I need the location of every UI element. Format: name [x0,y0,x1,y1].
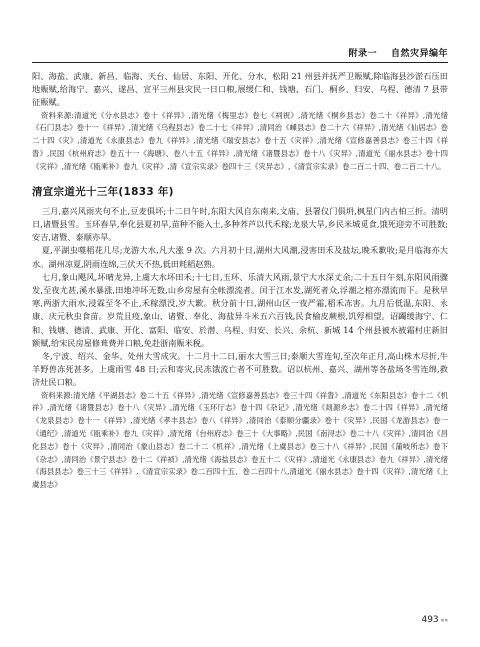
body-paragraph: 冬,宁波、绍兴、金华、处州大雪成灾。十二月十二日,丽水大雪三日;泰顺大雪连旬,至次年正月,高山株木尽折,牛羊野兽冻死甚多。上虞雨雪 48 日;云和寄灾,民冻饿流亡者不可胜数。诏以杭州、嘉兴、湖州等各盐场冬雪连绵,救济灶民口粮。 [32,351,448,388]
body-paragraph: 三月,嘉兴风雨夹句不止,豆麦俱坏;十二日午时,东阳大风自东南来,文庙、县署仪门俱坍,枫星门内古柏三折。清明日,诸暨县雪。玉环春旱,奉化县夏初旱,苗种不能入土,多种荞芦以代禾稼;龙泉大旱,乡民米城觅食,饿死迎旁不可胜数;安吉,诸暨、泰顺亦旱。 [32,205,448,243]
header-rule [32,62,448,63]
section-heading: 清宣宗道光十三年(1833 年) [32,185,174,198]
header-title: 自然灾异编年 [390,49,448,59]
source-note: 资料来源:清道光《分水县志》卷十《祥异》,清光绪《梅里志》卷七《祠祝》,清光绪《桐乡县志》卷二十《祥异》,清光绪《石门县志》卷十一《祥异》,清光绪《乌程县志》卷二十七《祥异》,清同治《嵊县志》卷二十六《祥异》,清光绪《仙居志》卷二十四《灾》,清道光《永康县志》卷九《祥异》,清光绪《瑞安县志》卷十五《灾祥》,清光绪《宣修嘉善县志》卷三十四《祥眚》,民国《杭州府志》卷五十一《海塘》、卷八十五《祥异》,清光绪《诸暨县志》卷十八《灾异》,清道光《丽水县志》卷十四《灾祥》,清光绪《瓯乘补》卷九《灾祥》,清《宣宗实录》卷四十三《灾异志》,《清宣宗实录》卷二百二十四、卷二百二十八。 [32,110,448,171]
source-note: 资料来源:清光绪《平湖县志》卷二十五《祥异》,清光绪《宣修嘉善县志》卷三十四《祥眚》,清道光《东阳县志》卷十二《机祥》,清光绪《诸暨县志》卷十八《灾异》,清光绪《玉环厅志》卷十四《杂记》,清光绪《剡源乡志》卷二十四《祥异》,清光绪《龙泉县志》卷十一《祥异》,清光绪《孝丰县志》卷八《祥异》,清同治《泰顺分疆录》卷十《灾异》,民国《龙游县志》卷一《通纪》,清道光《瓯乘补》卷九《灾祥》,清光绪《台州府志》卷三十《大事略》,民国《南浔志》卷二十八《灾祥》,清同治《昌化县志》卷十《灾异》,清同治《象山县志》卷二十二《机祥》,清光绪《上虞县志》卷三十八《祥异》,民国《蒲岐所志》卷下《杂志》,清同治《景宁县志》卷十二《祥祯》,清光绪《海盐县志》卷五十二《灾祥》,清道光《永康县志》卷九《祥异》,清光绪《海县县志》卷三十三《祥异》,《清宣宗实录》卷二百四十五、卷二百四十八,清道光《丽水县志》卷十四《灾祥》,清光绪《上虞县志》 [32,390,448,490]
body-paragraph: 夏,平湖虫噬稻花几尽;龙游大水,凡大涨 9 次。六月初十日,湖州大风潮,浸害田禾及盐坛,晚禾歉收;是月临海亦大水。湖州凉夏,阴雨连绵,三伏天不热,低田耗稻赵熟。 [32,245,448,269]
page-footer [421,615,448,625]
continued-paragraph: 阳、海盐、武康、新昌、临海、天台、仙居、东阳、开化、分水、松阳 21 州县并抚严卫赈赋,除临海县沙淤石压田地赈赋,给海宁、嘉兴、遂昌、宣平三州县灾民一日口粮,展缓仁和、钱塘、石门、桐乡、归安、乌程、德清 7 县带征赈赋。 [32,71,448,108]
page-number: 493 [421,615,439,625]
header-appendix: 附录一 [348,49,377,59]
body-paragraph: 七月,象山飓风,坏晴龙异,上虞大水坏田禾;十七日,玉环、乐清大风雨,景宁大水深丈余;二十五日午刻,东阳风雨骤发,至夜尤甚,溪水暴涨,田地冲坏无数,山乡房屋有全帐漂流者。闰于江水发,湖死者众,浮潮之棺亦漂流而下。是秋早寒,两浙大雨水,浸霖至冬不止,禾稼漂没,岁大歉。秋分前十日,湖州山区一夜严霜,稻禾冻害。九月后低温,东阳、永康、庆元秋虫食苗。岁荒且疫,象山、诸暨、奉化、海盐异斗米五六百钱,民食榆皮蕨根,饥殍相望。诏蠲缓海宁、仁和、钱塘、德清、武康、开化、富阳、临安、於潜、乌程、归安、长兴、余杭、新城 14 个州县被水被霜村庄新旧额赋,给宋民房屋修葺费并口粮,免赴浙南赈米税。 [32,271,448,348]
page-ornament: «« [440,617,448,624]
running-header [348,46,448,59]
page-body [32,70,448,492]
